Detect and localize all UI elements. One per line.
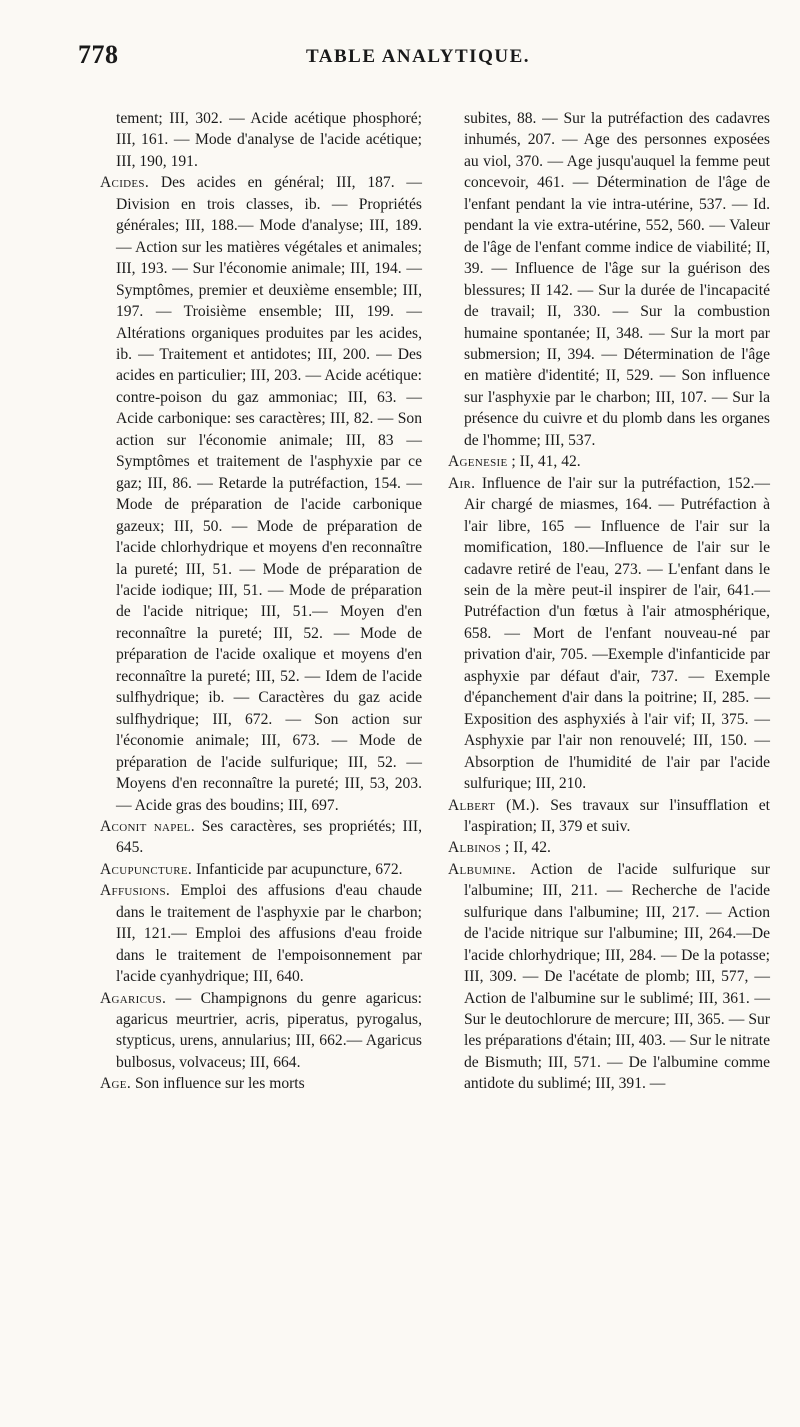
entry-text: ; II, 42. — [505, 839, 551, 857]
entry-headword: Aconit napel. — [100, 817, 195, 835]
index-entry — [100, 816, 422, 859]
entry-text: Emploi des affusions d'eau chaude dans le traitement de l'asphyxie par le charbon; III, 121.— Emploi des affusions d'eau froide dans le traitement de l'empoisonnement par l'acide cyanhydrique; III, 640. — [116, 882, 422, 986]
index-entry — [100, 988, 422, 1074]
entry-text: — Champignons du genre agaricus: agaricus meurtrier, acris, piperatus, pyrogalus, stypticus, urens, annularius; III, 662.— Agaricus bulbosus, volvaceus; III, 664. — [116, 989, 422, 1071]
index-entry — [448, 795, 770, 838]
entry-headword: Acides. — [100, 174, 150, 192]
page-number: 778 — [78, 40, 119, 69]
entry-text: Infanticide par acupuncture, 672. — [196, 860, 403, 878]
entry-text: tement; III, 302. — Acide acétique phosphoré; III, 161. — Mode d'analyse de l'acide acétique; III, 190, 191. — [116, 110, 422, 170]
entry-text: Ses travaux sur l'insufflation et l'aspiration; II, 379 et suiv. — [464, 796, 770, 835]
entry-headword: Agenesie — [448, 453, 508, 471]
index-entry — [100, 172, 422, 816]
running-title: TABLE ANALYTIQUE. — [305, 46, 530, 67]
entry-text: Action de l'acide sulfurique sur l'albumine; III, 211. — Recherche de l'acide sulfurique dans l'albumine; III, 217. — Action de l'acide nitrique sur l'albumine; III, 264.—De l'acide chlorhydrique; III, 284. — De la potasse; III, 309. — De l'acétate de plomb; III, 577, — Action de l'albumine sur le sublimé; III, 361. — Sur le deutochlorure de mercure; III, 365. — Sur les préparations d'étain; III, 403. — Sur le nitrate de Bismuth; III, 571. — De l'albumine comme antidote du sublimé; III, 391. — — [464, 860, 771, 1093]
entry-text: Son influence sur les morts — [134, 1075, 305, 1093]
index-entry — [100, 880, 422, 987]
index-entry — [100, 1073, 422, 1094]
index-entry — [100, 108, 422, 172]
index-entry — [448, 451, 770, 472]
page-header — [78, 40, 758, 80]
index-entry — [100, 859, 422, 880]
entry-headword: Age. — [100, 1075, 132, 1093]
entry-headword: Affusions. — [100, 882, 171, 900]
entry-headword: Agaricus. — [100, 989, 167, 1007]
right-column — [448, 108, 770, 1095]
index-entry — [448, 859, 770, 1095]
entry-headword: Air. — [448, 474, 476, 492]
entry-headword: Albinos — [448, 839, 502, 857]
entry-text: ; II, 41, 42. — [511, 453, 581, 471]
index-entry — [448, 837, 770, 858]
index-entry — [448, 108, 770, 451]
entry-headword: Albumine. — [448, 860, 516, 878]
entry-text: Des acides en général; III, 187. — Division en trois classes, ib. — Propriétés générales; III, 188.— Mode d'analyse; III, 189. — Action sur les matières végétales et animales; III, 193. — Sur l'économie animale; III, 194. — Symptômes, premier et deuxième ensemble; III, 197. — Troisième ensemble; III, 199. — Altérations organiques produites par les acides, ib. — Traitement et antidotes; III, 200. — Des acides en particulier; III, 203. — Acide acétique: contre-poison du gaz ammoniac; III, 63. — Acide carbonique: ses caractères; III, 82. — Son action sur l'économie animale; III, 83 — Symptômes et traitement de l'asphyxie par ce gaz; III, 86. — Retarde la putréfaction, 154. — Mode de préparation de l'acide carbonique gazeux; III, 50. — Mode de préparation de l'acide chlorhydrique et moyens d'en reconnaître la pureté; III, 51. — Mode de préparation de l'acide iodique; III, 51. — Mode de préparation de l'acide nitrique; III, 51.— Moyen d'en reconnaître la pureté; III, 52. — Mode de préparation de l'acide oxalique et moyens d'en reconnaître la pureté; III, 52. — Idem de l'acide sulfhydrique; ib. — Caractères du gaz acide sulfhydrique; III, 672. — Son action sur l'économie animale; III, 673. — Mode de préparation de l'acide sulfurique; III, 52. — Moyens d'en reconnaître la pureté; III, 53, 203. — Acide gras des boudins; III, 697. — [116, 174, 422, 814]
entry-text: Influence de l'air sur la putréfaction, 152.—Air chargé de miasmes, 164. — Putréfaction à l'air libre, 165 — Influence de l'air sur la momification, 180.—Influence de l'air sur le cadavre retiré de l'eau, 273. — L'enfant dans le sein de la mère peut-il inspirer de l'air, 641.—Putréfaction d'un fœtus à l'air atmosphérique, 658. — Mort de l'enfant nouveau-né par privation d'air, 705. —Exemple d'infanticide par asphyxie par défaut d'air, 737. — Exemple d'épanchement d'air dans la poitrine; II, 285. — Exposition des asphyxiés à l'air vif; II, 375. — Asphyxie par l'air non renouvelé; III, 150. — Absorption de l'humidité de l'air par l'acide sulfurique; III, 210. — [464, 474, 770, 793]
entry-headword: Acupuncture. — [100, 860, 193, 878]
entry-text: subites, 88. — Sur la putréfaction des cadavres inhumés, 207. — Age des personnes exposées au viol, 370. — Age jusqu'auquel la femme peut concevoir, 461. — Détermination de l'âge de l'enfant pendant la vie intra-utérine, 537. — Id. pendant la vie extra-utérine, 552, 560. — Valeur de l'âge de l'enfant comme indice de viabilité; II, 39. — Influence de l'âge sur la guérison des blessures; II 142. — Sur la durée de l'incapacité de travail; II, 330. — Sur la combustion humaine spontanée; II, 348. — Sur la mort par submersion; II, 394. — Détermination de l'âge en matière d'identité; II, 529. — Son influence sur l'asphyxie par le charbon; III, 107. — Sur la présence du cuivre et du plomb dans les organes de l'homme; III, 537. — [464, 110, 770, 449]
entry-headword: Albert (M.). — [448, 796, 540, 814]
entry-text: Ses caractères, ses propriétés; III, 645. — [116, 817, 422, 857]
left-column — [100, 108, 422, 1095]
index-entry — [448, 473, 770, 795]
